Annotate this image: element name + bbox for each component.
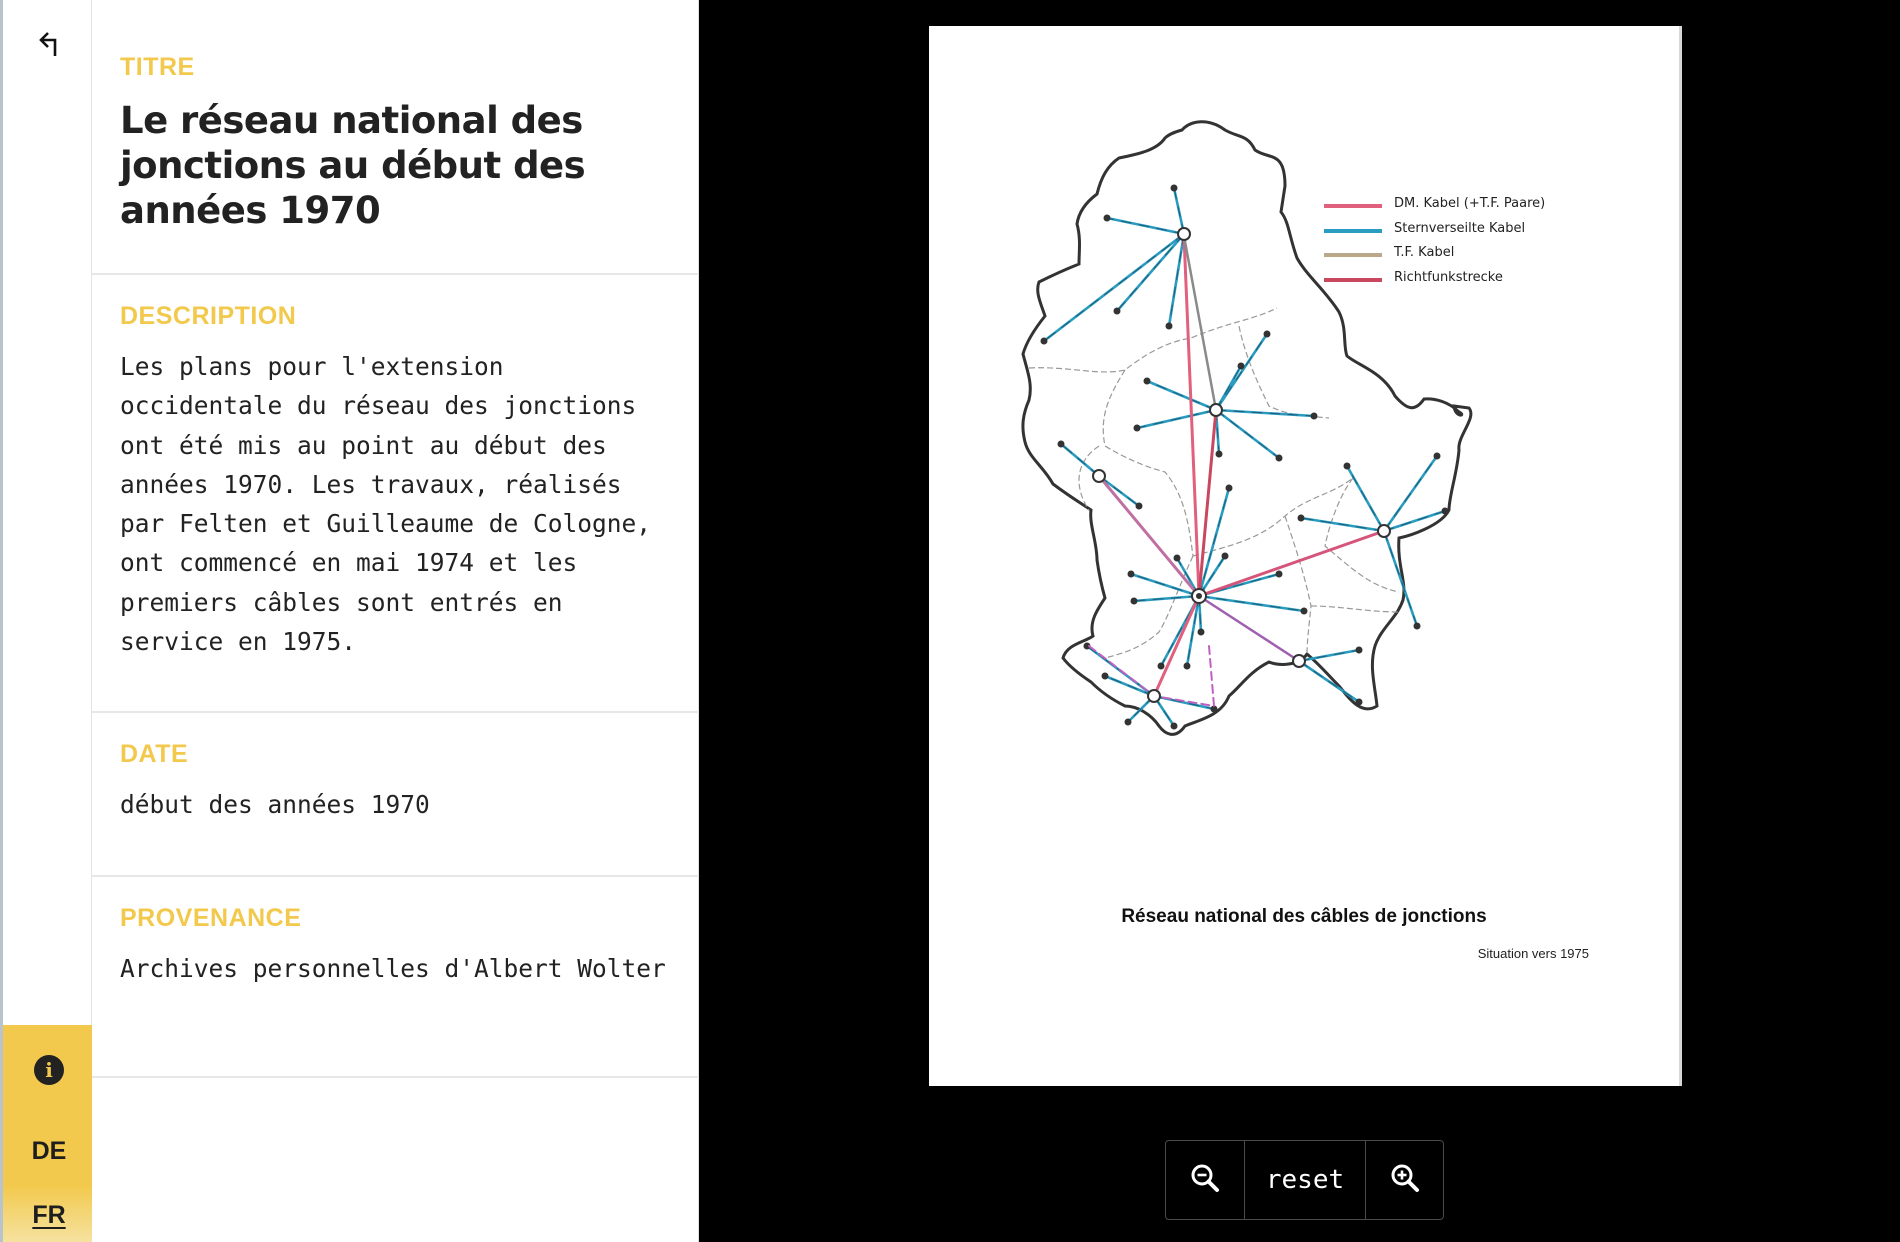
endpoint-node: [1171, 723, 1178, 730]
endpoint-node: [1264, 331, 1271, 338]
legend-swatch: [1324, 253, 1382, 257]
title-label: TITRE: [120, 53, 195, 81]
cable-line-dash: [1216, 366, 1241, 410]
date-text: début des années 1970: [120, 790, 430, 819]
left-rail: [0, 0, 92, 1242]
endpoint-node: [1276, 571, 1283, 578]
legend-label: Richtfunkstrecke: [1394, 269, 1503, 285]
info-panel: [92, 0, 699, 1242]
description-label: DESCRIPTION: [120, 302, 297, 330]
zoom-in-button[interactable]: [1366, 1141, 1443, 1219]
legend-swatch: [1324, 229, 1382, 233]
endpoint-node: [1276, 455, 1283, 462]
language-switcher: [3, 1115, 95, 1242]
endpoint-node: [1174, 555, 1181, 562]
endpoint-node: [1344, 463, 1351, 470]
map-caption: Réseau national des câbles de jonctions: [1121, 906, 1487, 927]
endpoint-node: [1198, 629, 1205, 636]
endpoint-node: [1222, 553, 1229, 560]
endpoint-node: [1226, 485, 1233, 492]
endpoint-node: [1298, 515, 1305, 522]
date-section: [92, 713, 699, 877]
cable-line-dash: [1174, 188, 1184, 234]
endpoint-node: [1301, 608, 1308, 615]
description-section: [92, 275, 699, 713]
cable-line: [1216, 410, 1314, 416]
provenance-label: PROVENANCE: [120, 904, 302, 932]
endpoint-node: [1058, 441, 1065, 448]
endpoint-node: [1216, 451, 1223, 458]
endpoint-node: [1125, 719, 1132, 726]
legend-label: T.F. Kabel: [1394, 245, 1455, 260]
language-de-button[interactable]: DE: [31, 1137, 67, 1165]
country-outline: [1023, 122, 1471, 735]
legend-label: DM. Kabel (+T.F. Paare): [1394, 196, 1546, 211]
endpoint-node: [1442, 508, 1449, 515]
image-viewer: [699, 0, 1900, 1242]
endpoint-node: [1184, 663, 1191, 670]
endpoint-node: [1114, 308, 1121, 315]
endpoint-node: [1171, 185, 1178, 192]
endpoint-node: [1238, 363, 1245, 370]
document-image[interactable]: [929, 26, 1682, 1086]
zoom-out-icon: [1189, 1162, 1221, 1198]
language-fr-button[interactable]: FR: [32, 1201, 66, 1229]
endpoint-node: [1434, 453, 1441, 460]
legend-label: Sternverseilte Kabel: [1394, 220, 1526, 236]
info-button[interactable]: [3, 1025, 95, 1115]
cable-line: [1384, 531, 1417, 626]
zoom-out-button[interactable]: [1166, 1141, 1245, 1219]
zoom-reset-button[interactable]: reset: [1245, 1141, 1366, 1219]
zoom-in-icon: [1389, 1162, 1421, 1198]
endpoint-node: [1134, 425, 1141, 432]
provenance-text: Archives personnelles d'Albert Wolter: [120, 954, 666, 983]
provenance-section: [92, 877, 699, 1078]
map-subcaption: Situation vers 1975: [1477, 946, 1589, 961]
endpoint-node: [1158, 663, 1165, 670]
back-arrow-icon: [36, 29, 66, 63]
endpoint-node: [1136, 503, 1143, 510]
endpoint-node: [1131, 598, 1138, 605]
endpoint-node: [1414, 623, 1421, 630]
title-section: [92, 0, 699, 275]
document-title: Le réseau national des jonctions au début des années 1970: [120, 99, 586, 232]
description-text: Les plans pour l'extension occidentale du réseau des jonctions ont été mis au point au début des années 1970. Les travaux, réalisés par Felten et Guilleaume de Cologne, ont commencé en mai 1974 et les premiers câbles sont entrés en service en 1975.: [120, 352, 652, 657]
endpoint-node: [1166, 323, 1173, 330]
back-button[interactable]: [31, 26, 71, 66]
endpoint-node: [1102, 673, 1109, 680]
endpoint-node: [1144, 378, 1151, 385]
zoom-controls: [1165, 1140, 1444, 1220]
legend-swatch: [1324, 204, 1382, 208]
endpoint-node: [1104, 215, 1111, 222]
endpoint-node: [1311, 413, 1318, 420]
legend-swatch: [1324, 278, 1382, 282]
date-label: DATE: [120, 740, 189, 768]
endpoint-node: [1356, 647, 1363, 654]
info-icon: i: [34, 1055, 64, 1085]
endpoint-node: [1041, 338, 1048, 345]
endpoint-node: [1356, 699, 1363, 706]
endpoint-node: [1128, 571, 1135, 578]
